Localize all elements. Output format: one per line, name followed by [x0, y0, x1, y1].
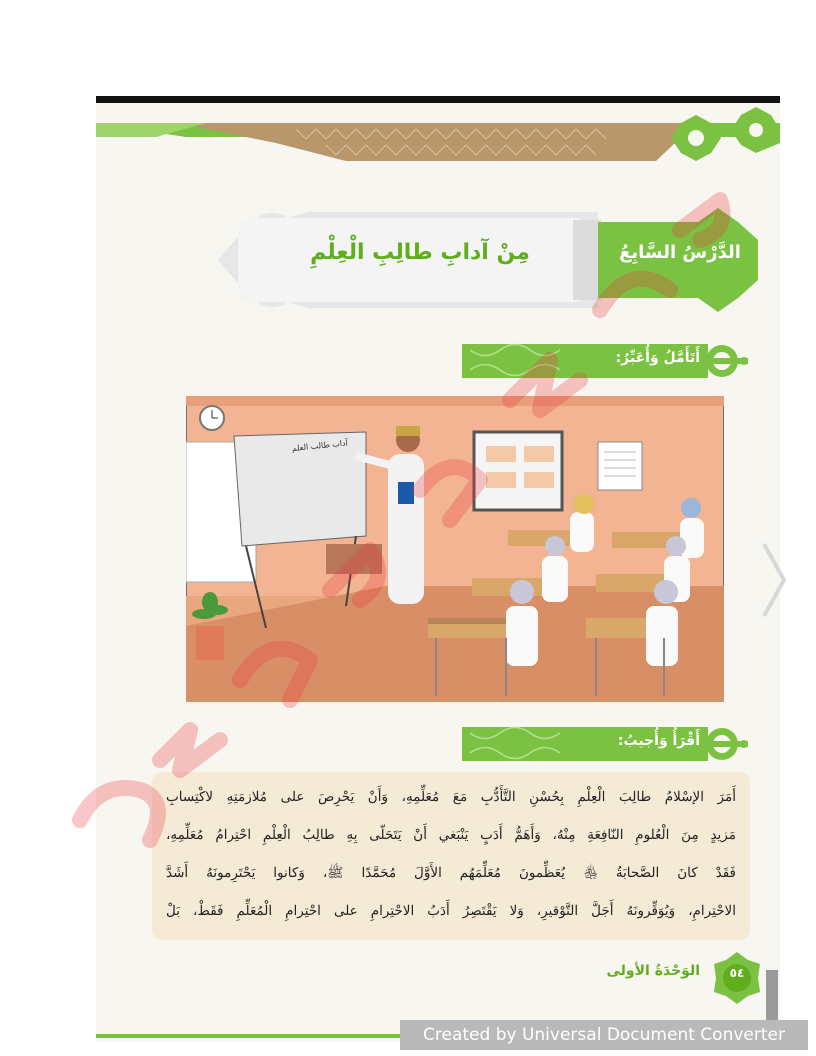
passage-line: مَزيدٍ مِنَ الْعُلومِ النّافِعَةِ مِنْهُ، وَأَهَمُّ أَدَبٍ يَنْبَغي أَنْ يَتَحَلّى بِهِ طالِبُ الْعِلْمِ احْتِرامُ مُعَلِّمِهِ،	[166, 827, 736, 843]
passage-line: أَمَرَ الإسْلامُ طالِبَ الْعِلْمِ بِحُسْنِ التَّأَدُّبِ مَعَ مُعَلِّمِهِ، وَأَنْ يَحْرِصَ على مُلازمَتِهِ لاكْتِسابِ	[166, 789, 736, 805]
converter-watermark: Created by Universal Document Converter	[400, 1020, 808, 1050]
page-number: ٥٤	[729, 966, 745, 980]
reading-passage	[152, 772, 750, 940]
classroom-illustration	[186, 396, 724, 702]
section-read-label: أَقْرَأُ وَأُجيبُ:	[617, 733, 700, 749]
next-page-chevron-icon[interactable]	[760, 540, 790, 620]
lesson-title: مِنْ آدابِ طالِبِ الْعِلْمِ	[310, 240, 530, 265]
board-caption: آداب طالب العلم	[291, 438, 349, 454]
section-observe-label: أَتَأَمَّلُ وَأُعَبِّرُ:	[615, 350, 700, 366]
header-ornament	[96, 103, 780, 163]
passage-line: الاحْتِرامِ، وَيُوَقِّرونَهُ أَجَلَّ التَّوْقيرِ، وَلا يَقْتَصِرُ أَدَبُ الاحْتِرامِ على احْتِرامِ الْمُعَلِّمِ فَقَطْ، بَلْ	[166, 903, 736, 919]
unit-label: الوَحْدَةُ الأولى	[606, 963, 700, 979]
lesson-number-label: الدَّرْسُ السَّابِعُ	[619, 242, 741, 263]
passage-line: فَقَدْ كانَ الصَّحابَةُ ﵃ يُعَظِّمونَ مُعَلِّمَهُم الأَوَّلَ مُحَمَّدًا ﷺ، وَكانوا يَحْتَرِمونَهُ أَشَدَّ	[166, 865, 736, 881]
